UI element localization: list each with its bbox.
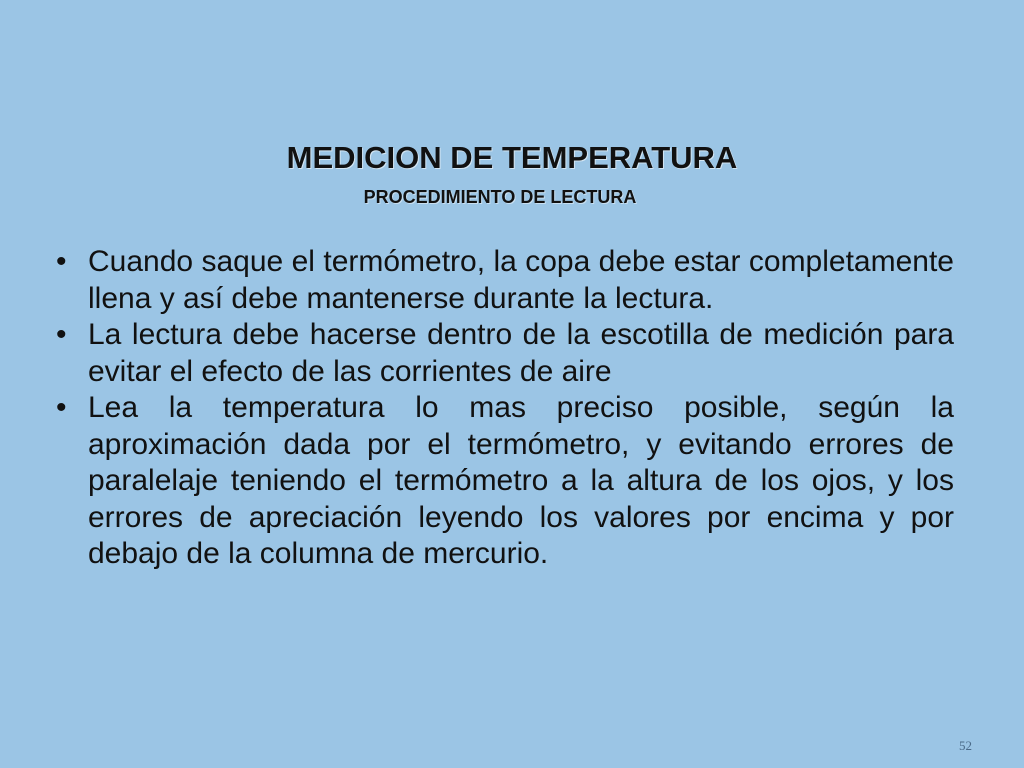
bullet-text: La lectura debe hacerse dentro de la escotilla de medición para evitar el efecto de las corrientes de aire bbox=[88, 318, 954, 388]
bullet-item bbox=[52, 390, 954, 573]
bullet-item bbox=[52, 244, 954, 317]
bullet-marker: • bbox=[56, 318, 67, 351]
bullet-list bbox=[52, 244, 954, 573]
slide-subtitle: PROCEDIMIENTO DE LECTURA bbox=[363, 187, 637, 207]
bullet-marker: • bbox=[56, 391, 67, 424]
page-number: 52 bbox=[959, 738, 972, 753]
bullet-text: Cuando saque el termómetro, la copa debe estar completamente llena y así debe mantenerse durante la lectura. bbox=[88, 245, 954, 315]
bullet-text: Lea la temperatura lo mas preciso posible, según la aproximación dada por el termómetro, y evitando errores de paralelaje teniendo el termómetro a la altura de los ojos, y los errores de apreciación leyendo los valores por encima y por debajo de la columna de mercurio. bbox=[88, 391, 954, 570]
bullet-marker: • bbox=[56, 245, 67, 278]
slide-title: MEDICION DE TEMPERATURA bbox=[286, 140, 738, 175]
bullet-item bbox=[52, 317, 954, 390]
